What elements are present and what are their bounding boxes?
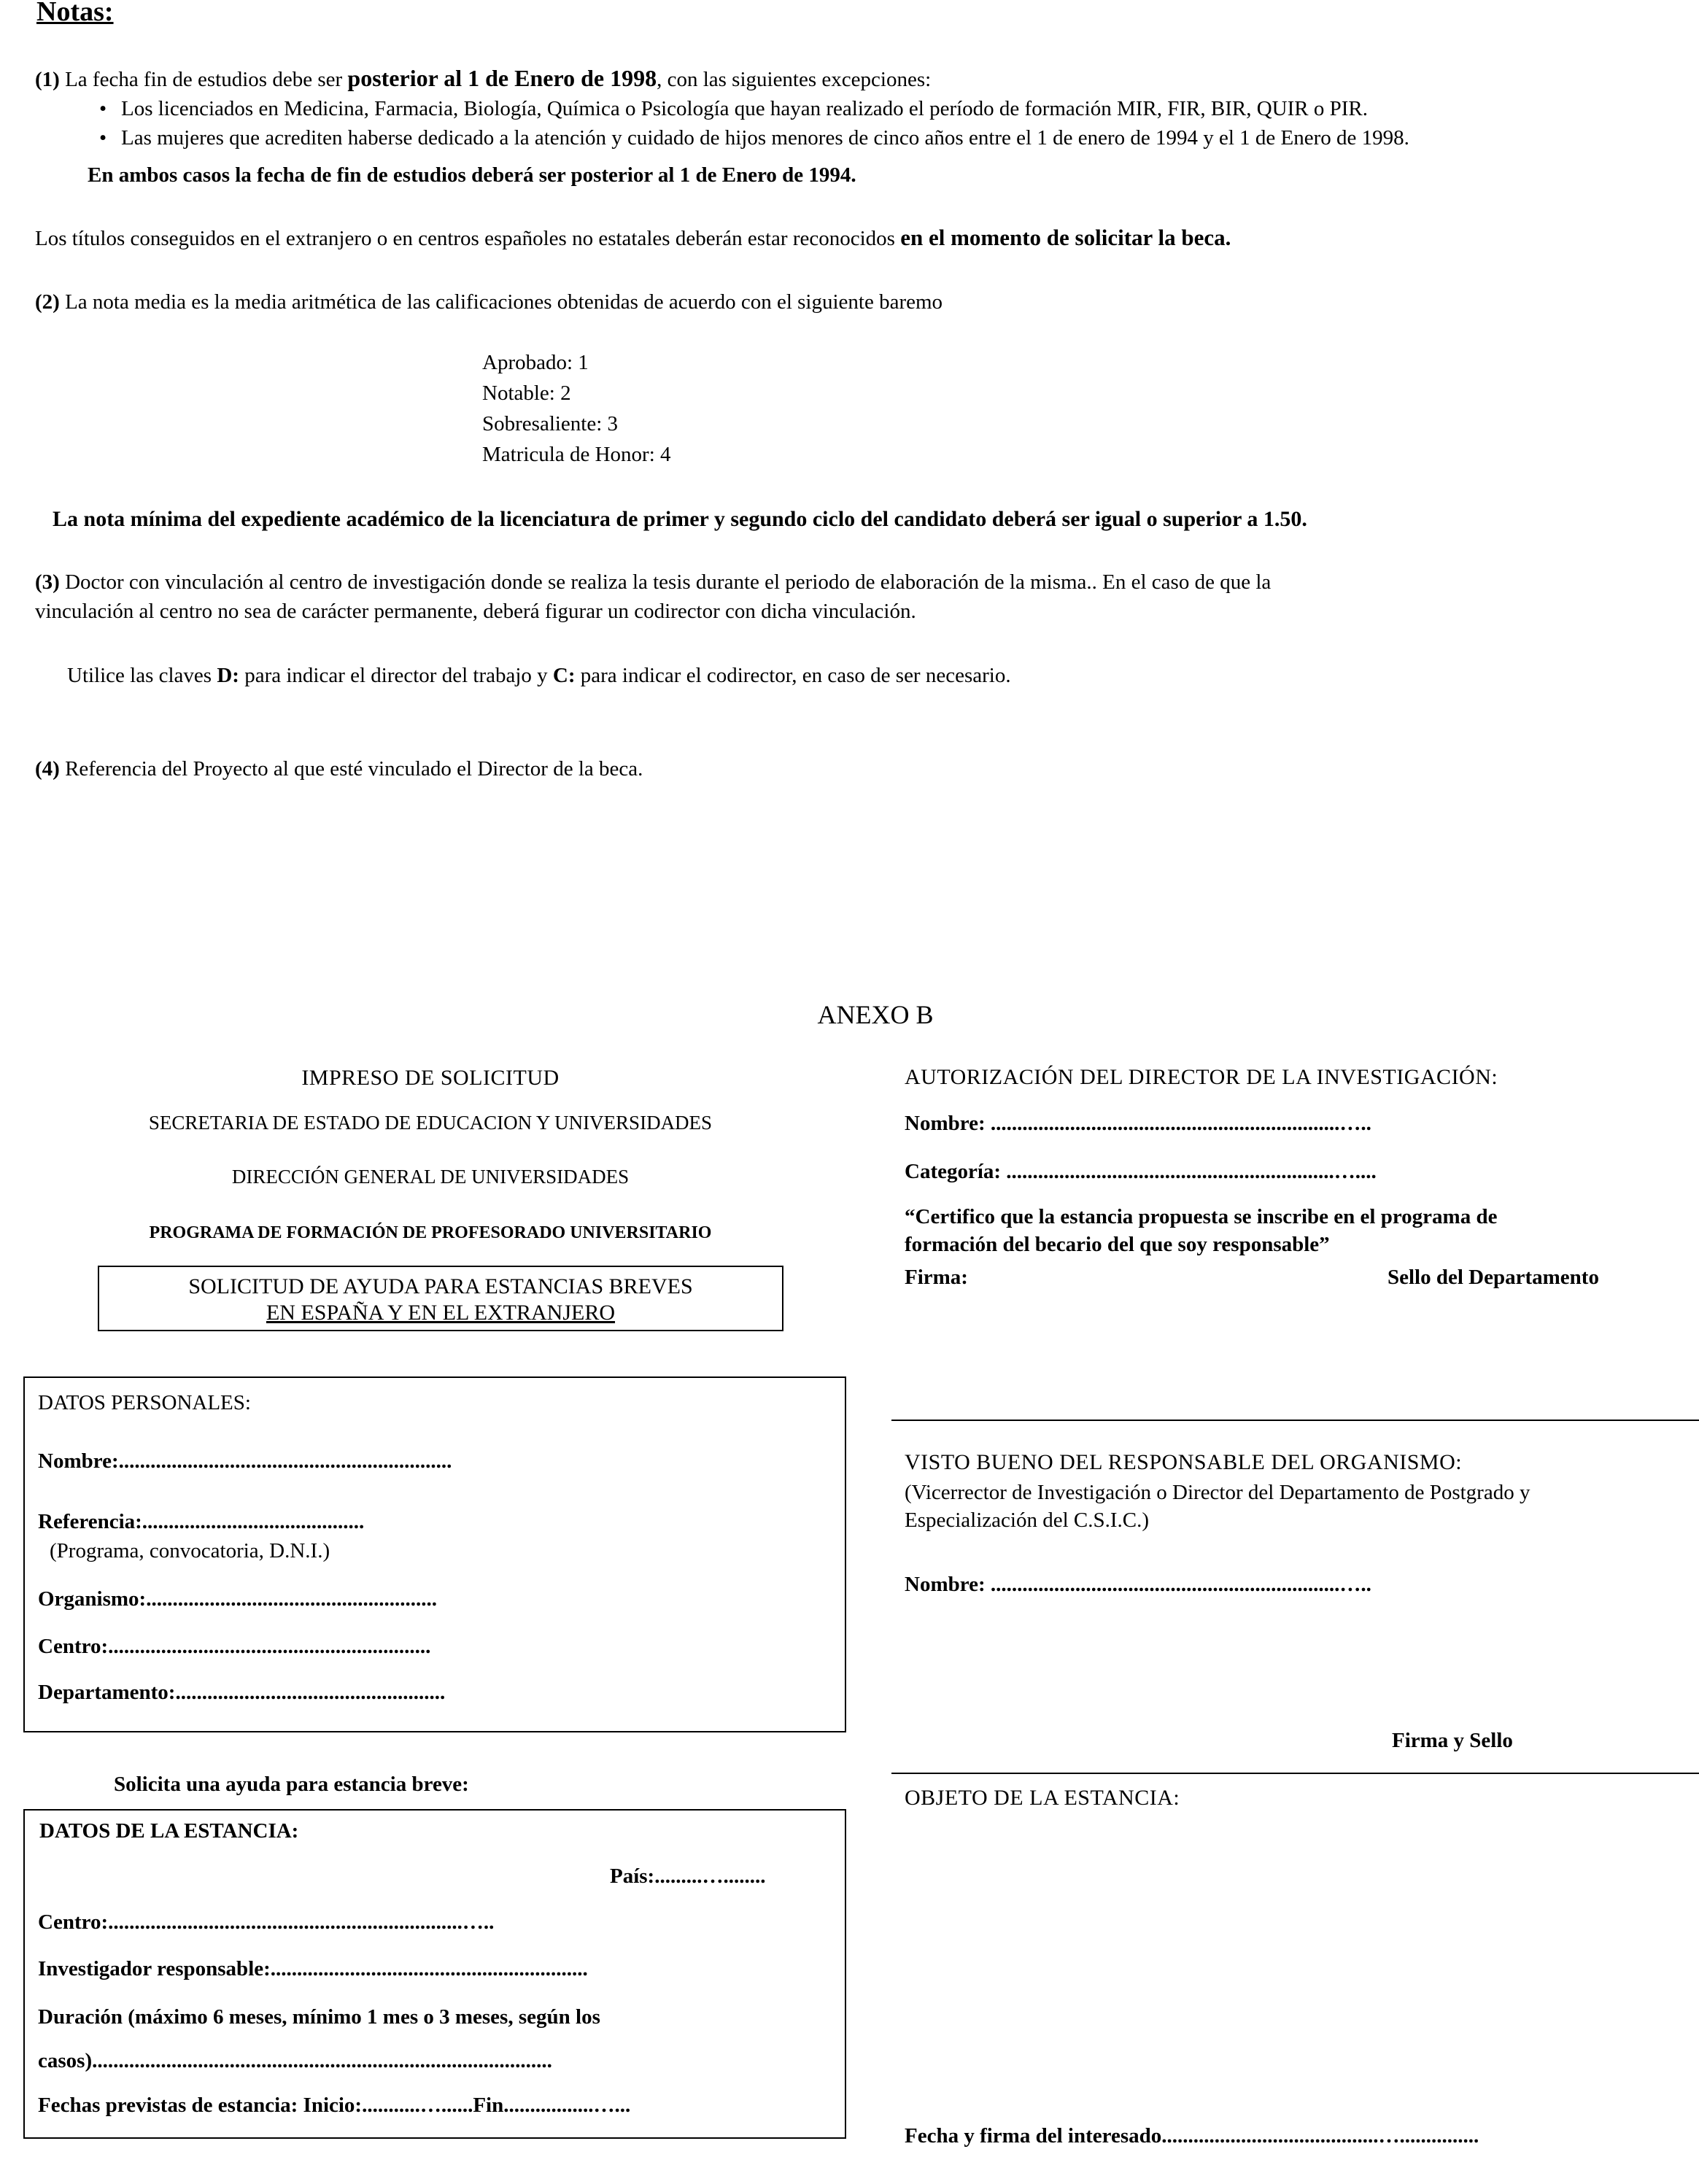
- datos-estancia-title: DATOS DE LA ESTANCIA:: [39, 1819, 299, 1843]
- note-4: [35, 756, 643, 782]
- visto-bueno-sub1: (Vicerrector de Investigación o Director del Departamento de Postgrado y: [905, 1481, 1530, 1504]
- note-1-tail: , con las siguientes excepciones:: [657, 68, 932, 91]
- claves-c: C:: [552, 664, 576, 687]
- note-2: [35, 289, 943, 315]
- autorizacion-title: AUTORIZACIÓN DEL DIRECTOR DE LA INVESTIGACIÓN:: [905, 1065, 1498, 1089]
- note-2-mark: (2): [35, 290, 60, 314]
- note-1: [35, 65, 931, 93]
- note-1-mark: (1): [35, 68, 60, 91]
- claves-mid: para indicar el director del trabajo y: [239, 664, 553, 687]
- investigador-field[interactable]: Investigador responsable:............................................................: [38, 1957, 588, 1980]
- note-3-mark: (3): [35, 570, 60, 594]
- anexo-title: ANEXO B: [817, 1000, 934, 1029]
- referencia-hint: (Programa, convocatoria, D.N.I.): [50, 1539, 330, 1563]
- director-firma-label: Firma:: [905, 1266, 968, 1289]
- firma-sello-label: Firma y Sello: [1392, 1729, 1513, 1752]
- list-item: • Las mujeres que acrediten haberse dedicado a la atención y cuidado de hijos menores de cinco años entre el 1 de enero de 1994 y el 1 de Enero de 1998.: [99, 123, 1409, 152]
- secretaria-heading: SECRETARIA DE ESTADO DE EDUCACION Y UNIVERSIDADES: [148, 1112, 713, 1134]
- grade-scale-item: Aprobado: 1: [482, 351, 589, 374]
- visto-bueno-sub2: Especialización del C.S.I.C.): [905, 1509, 1150, 1532]
- duracion-label: Duración (máximo 6 meses, mínimo 1 mes o 3 meses, según los: [38, 2005, 600, 2029]
- grade-scale-item: Sobresaliente: 3: [482, 412, 619, 435]
- note-1-lead: La fecha fin de estudios debe ser: [59, 68, 348, 91]
- note-4-text: Referencia del Proyecto al que esté vinculado el Director de la beca.: [59, 757, 643, 781]
- referencia-field[interactable]: Referencia:..........................................: [38, 1510, 365, 1533]
- list-item: • Los licenciados en Medicina, Farmacia, Biología, Química o Psicología que hayan realizado el período de formación MIR, FIR, BIR, QUIR o PIR.: [99, 94, 1409, 123]
- note-1-both-cases: En ambos casos la fecha de fin de estudios deberá ser posterior al 1 de Enero de 1994.: [88, 163, 856, 187]
- objeto-title: OBJETO DE LA ESTANCIA:: [905, 1786, 1180, 1810]
- note-3-line2: vinculación al centro no sea de carácter permanente, deberá figurar un codirector con dicha vinculación.: [35, 600, 916, 623]
- solicitud-box: [98, 1266, 783, 1331]
- impreso-heading: IMPRESO DE SOLICITUD: [301, 1066, 560, 1090]
- pais-field[interactable]: País:.........…........: [610, 1864, 766, 1888]
- direccion-heading: DIRECCIÓN GENERAL DE UNIVERSIDADES: [231, 1166, 630, 1188]
- divider: [891, 1773, 1699, 1774]
- grade-scale-item: Notable: 2: [482, 382, 571, 405]
- director-nombre-field[interactable]: Nombre: ..................................................................…..: [905, 1112, 1371, 1135]
- titulos-bold: en el momento de solicitar la beca.: [900, 225, 1231, 250]
- sello-departamento-label: Sello del Departamento: [1388, 1266, 1599, 1289]
- note-1-date: posterior al 1 de Enero de 1998: [347, 65, 657, 91]
- departamento-field[interactable]: Departamento:...................................................: [38, 1681, 446, 1704]
- note-2-text: La nota media es la media aritmética de las calificaciones obtenidas de acuerdo con el siguiente baremo: [59, 290, 943, 314]
- claves-d: D:: [217, 664, 239, 687]
- claves-lead: Utilice las claves: [67, 664, 217, 687]
- note-3-text: Doctor con vinculación al centro de investigación donde se realiza la tesis durante el periodo de elaboración de la misma.. En el caso de que la: [59, 570, 1272, 594]
- certifico-line2: formación del becario del que soy responsable”: [905, 1233, 1330, 1256]
- estancia-centro-field[interactable]: Centro:...................................................................…..: [38, 1910, 495, 1934]
- notas-title: Notas:: [36, 0, 114, 27]
- titulos-note: [35, 225, 1231, 252]
- grade-scale: [482, 347, 671, 470]
- certifico-line1: “Certifico que la estancia propuesta se inscribe en el programa de: [905, 1205, 1498, 1228]
- note-1-exceptions: [99, 94, 1409, 152]
- organismo-field[interactable]: Organismo:.......................................................: [38, 1587, 437, 1611]
- fechas-field[interactable]: Fechas previstas de estancia: Inicio:...........…......Fin.................…...: [38, 2094, 631, 2117]
- responsable-nombre-field[interactable]: Nombre: ..................................................................…..: [905, 1573, 1371, 1596]
- grade-scale-item: Matricula de Honor: 4: [482, 443, 671, 466]
- datos-personales-title: DATOS PERSONALES:: [38, 1391, 251, 1414]
- divider: [891, 1420, 1699, 1421]
- solicitud-line2: EN ESPAÑA Y EN EL EXTRANJERO: [266, 1301, 616, 1325]
- titulos-lead: Los títulos conseguidos en el extranjero o en centros españoles no estatales deberán estar reconocidos: [35, 227, 901, 250]
- note-4-mark: (4): [35, 757, 60, 781]
- director-categoria-field[interactable]: Categoría: ..............................................................…....: [905, 1160, 1377, 1183]
- centro-field[interactable]: Centro:.............................................................: [38, 1635, 431, 1658]
- duracion-field[interactable]: casos).......................................................................................: [38, 2049, 552, 2072]
- nombre-field[interactable]: Nombre:...............................................................: [38, 1449, 452, 1473]
- solicita-text: Solicita una ayuda para estancia breve:: [114, 1773, 469, 1796]
- claves-tail: para indicar el codirector, en caso de ser necesario.: [575, 664, 1011, 687]
- visto-bueno-title: VISTO BUENO DEL RESPONSABLE DEL ORGANISMO:: [905, 1450, 1463, 1474]
- note-2-minimum: La nota mínima del expediente académico de la licenciatura de primer y segundo ciclo del candidato deberá ser igual o superior a 1.50.: [53, 507, 1307, 531]
- fecha-firma-field[interactable]: Fecha y firma del interesado.........................................…...............: [905, 2124, 1479, 2148]
- note-3-claves: [67, 662, 1011, 689]
- note-3-line1: [35, 569, 1271, 595]
- programa-heading: PROGRAMA DE FORMACIÓN DE PROFESORADO UNIVERSITARIO: [149, 1223, 712, 1242]
- solicitud-line1: SOLICITUD DE AYUDA PARA ESTANCIAS BREVES: [188, 1274, 693, 1298]
